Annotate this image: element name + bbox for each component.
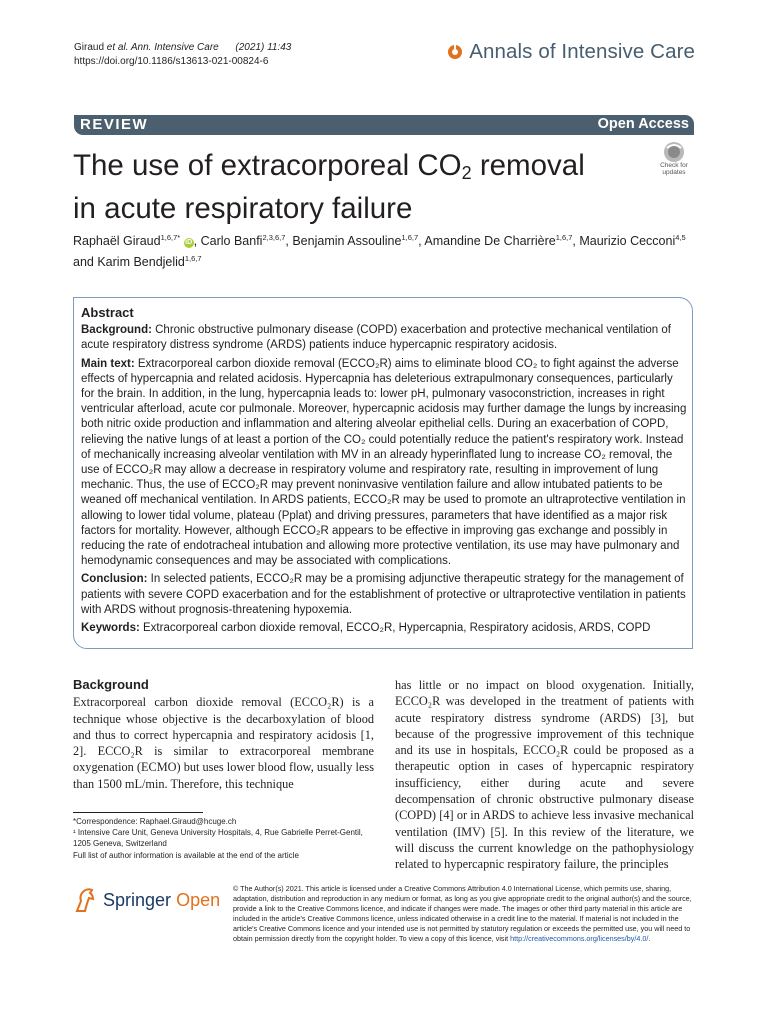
abstract-conclusion: Conclusion: In selected patients, ECCO₂R may be a promising adjunctive therapeutic strategy for the management of patients with severe COPD exacerbation and for the establishment of protective or ultraprotective ventilation in patients with ARDS without prognosis-threatening hypoxemia. [81,573,686,616]
journal-logo-icon [447,44,463,60]
author-list: Raphaël Giraud$^{1,6,7*}$ iD , Carlo Banfi$^{2,3,6,7}$, Benjamin Assouline$^{1,6,7}$, Amandine De Charrière$^{1,6,7}$, Maurizio Cecconi$^{4,5}$ and Karim Bendjelid$^{1,6,7}$ [73,233,686,270]
author-name[interactable]: Carlo Banfi [200,234,263,249]
author-name[interactable]: Raphaël Giraud [73,234,161,249]
citation-journal: et al. Ann. Intensive Care [106,42,219,53]
license-link[interactable]: http://creativecommons.org/licenses/by/4.0/ [510,934,649,943]
article-title: The use of extracorporeal $CO_2$ removal in acute respiratory failure [73,149,585,225]
check-updates-label[interactable]: Check for updates [660,162,688,176]
abstract-background: Background: Chronic obstructive pulmonary disease (COPD) exacerbation and protective mechanical ventilation of acute respiratory distress syndrome (ARDS) patients induce hypercapnic respiratory acidosis. [81,324,671,352]
journal-name: Annals of Intensive Care [469,40,695,63]
body-paragraph: has little or no impact on blood oxygenation. Initially, ECCO₂R was developed in the treatment of patients with acute respiratory distress syndrome (ARDS) [3], but because of the progressive improvement of this technique and its use in hospitals, ECCO₂R could be proposed as a therapeutic option in cases of hypercapnic respiratory insufficiency, either during acute and severe decompensation of chronic obstructive pulmonary disease (COPD) [4] or in ARDS to achieve less invasive mechanical ventilation (IMV) [5]. In this review of the literature, we will discuss the current knowledge on the pathophysiology related to hypercapnic respiratory failure, the principles [395,678,694,872]
author-info-note: Full list of author information is available at the end of the article [73,850,299,860]
abstract-heading: Abstract [81,305,134,320]
footnotes [73,816,374,861]
publisher-name: Springer [103,889,172,910]
author-name[interactable]: Amandine De Charrière [424,234,556,249]
doi-link[interactable]: https://doi.org/10.1186/s13613-021-00824-6 [74,56,269,67]
body-paragraph: Extracorporeal carbon dioxide removal (ECCO₂R) is a technique whose objective is the decarboxylation of blood and thus to correct hypercapnia and respiratory acidosis [1, 2]. ECCO₂R is similar to extracorporeal membrane oxygenation (ECMO) but uses lower blood flow, usually less than 1500 mL/min. Therefore, this technique [73,695,374,791]
body-column-left [73,677,374,792]
section-heading: Background [73,677,149,692]
citation-authors: Giraud [74,42,107,53]
license-text: © The Author(s) 2021. This article is licensed under a Creative Commons Attribution 4.0 International License, which permits use, sharing, adaptation, distribution and reproduction in any medium or format, as long as you give appropriate credit to the original author(s) and the source, provide a link to the Creative Commons licence, and indicate if changes were made. The images or other third party material in this article are included in the article's Creative Commons licence, unless indicated otherwise in a credit line to the material. If material is not included in the article's Creative Commons licence and your intended use is not permitted by statutory regulation or exceeds the permitted use, you will need to obtain permission directly from the copyright holder. To view a copy of this licence, visit http://creativecommons.org/licenses/by/4.0/. [233,884,692,943]
author-name[interactable]: Karim Bendjelid [97,255,185,270]
footnote-divider [73,812,203,813]
author-name[interactable]: Maurizio Cecconi [579,234,676,249]
publisher-suffix: Open [176,889,221,910]
abstract-main-text: Main text: Extracorporeal carbon dioxide removal (ECCO₂R) aims to eliminate blood CO₂ to fight against the adverse effects of hypercapnia and related acidosis. Hypercapnia has deleterious extrapulmonary consequences, particularly for the brain. In addition, in the lung, hypercapnia leads to: lower pH, pulmonary vasoconstriction, increases in right ventricular afterload, acute cor pulmonale. Moreover, hypercapnic acidosis may further damage the lungs by increasing both nitric oxide production and inflammation and altering alveolar epithelial cells. During an exacerbation of COPD, relieving the native lungs of at least a portion of the CO₂ could potentially reduce the patient's respiratory work. Instead of mechanically increasing alveolar ventilation with MV in an already hyperinflated lung to increase CO₂ removal, the use of ECCO₂R may allow a decrease in respiratory volume and respiratory rate, resulting in improvement of lung mechanic. Thus, the use of ECCO₂R may prevent noninvasive ventilation failure and allow intubated patients to be weaned off mechanical ventilation. In ARDS patients, ECCO₂R may be used to promote an ultraprotective ventilation in allowing to lower tidal volume, plateau (Pplat) and driving pressures, parameters that have identified as a major risk factors for mortality. However, although ECCO₂R appears to be effective in improving gas exchange and possibly in reducing the rate of endotracheal intubation and allowing more protective ventilation, its use may have pulmonary and hemodynamic consequences and may be associated with complications. [81,357,687,568]
abstract [81,305,687,639]
citation-header [74,41,291,69]
open-access-badge: Open Access [597,116,689,132]
journal-branding [447,40,695,64]
abstract-keywords: Keywords: Extracorporeal carbon dioxide removal, ECCO₂R, Hypercapnia, Respiratory acidosis, ARDS, COPD [81,622,651,635]
article-type-label: REVIEW [80,116,149,133]
orcid-icon[interactable]: iD [185,239,193,247]
citation-year: (2021) 11:43 [235,42,292,53]
publisher-logo [73,887,220,913]
affiliation-note: ¹ Intensive Care Unit, Geneva University Hospitals, 4, Rue Gabrielle Perret-Gentil, 1205 Geneva, Switzerland [73,828,363,849]
springer-horse-icon [73,887,97,913]
body-column-right [395,677,694,873]
author-name[interactable]: Benjamin Assouline [292,234,402,249]
correspondence-note: *Correspondence: Raphael.Giraud@hcuge.ch [73,817,237,826]
